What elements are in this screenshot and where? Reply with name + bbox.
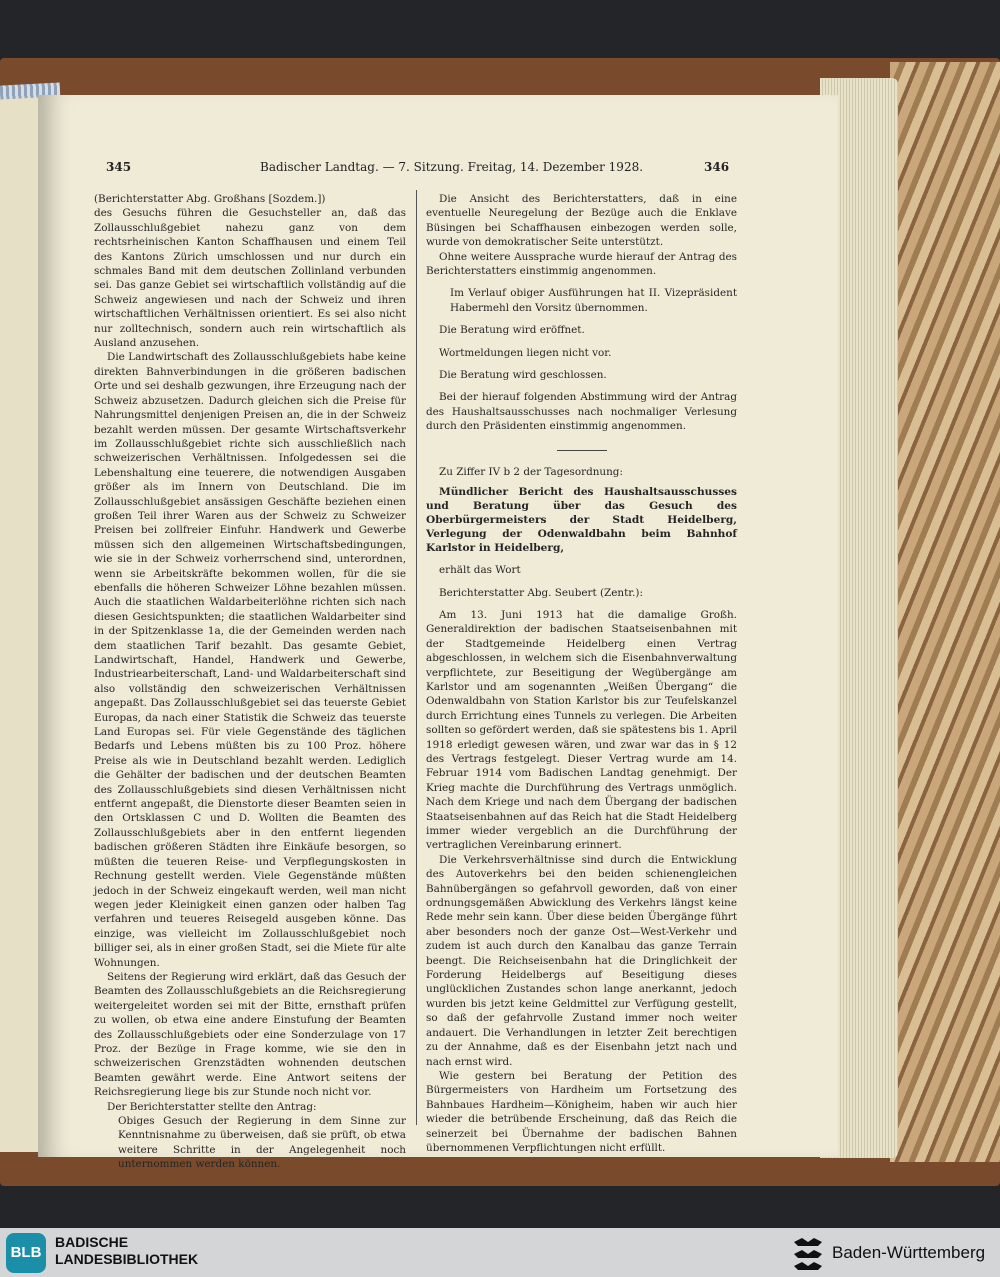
paragraph: des Gesuchs führen die Gesuchsteller an, daß das Zollausschlußgebiet nahezu ganz von dem rechtsrheinischen Kanton Schaffhausen und einem Teil des Kantons Zürich umschlossen und nur durch ein schmales Band mit dem deutschen Zollinland verbunden sei. Das ganze Gebiet sei wirtschaftlich vollständig auf die Schweiz angewiesen und nach der Schweiz und ihren wirtschaftlichen Verhältnissen orientiert. Es sei also nicht nur zolltechnisch, sondern auch rein wirtschaftlich als Ausland anzusehen. xyxy=(94,207,406,350)
paragraph: Seitens der Regierung wird erklärt, daß das Gesuch der Beamten des Zollausschlußgebiets an die Reichsregierung weitergeleitet worden sei mit der Bitte, ernsthaft prüfen zu wollen, ob etwa eine andere Einstufung der Beamten des Zollausschlußgebiets oder eine Sonderzulage von 17 Proz. der Bezüge in Frage komme, wie sie den in schweizerischen Grenzstädten wohnenden deutschen Beamten gewährt werde. Eine Antwort seitens der Reichsregierung liege bis zur Stunde noch nicht vor. xyxy=(94,970,406,1099)
procedure-line: Die Beratung wird eröffnet. xyxy=(439,324,585,337)
blb-logo[interactable]: BLB xyxy=(6,1233,46,1273)
paragraph: Wie gestern bei Beratung der Petition des Bürgermeisters von Hardheim um Fortsetzung des Bahnbaues Hardheim—Königheim, haben wir auch hier wieder die betrübende Erscheinung, daß das Reich die seinerzeit bei Übernahme der badischen Bahnen übernommenen Verpflichtungen nicht erfüllt. xyxy=(426,1069,737,1154)
page-number-left: 345 xyxy=(106,160,132,174)
paragraph: Die Ansicht des Berichterstatters, daß in eine eventuelle Neuregelung der Bezüge auch die Enklave Büsingen bei Schaffhausen einbezogen werden solle, wurde von demokratischer Seite unterstützt. xyxy=(426,193,737,249)
running-header xyxy=(0,160,1000,180)
paragraph: Der Berichterstatter stellte den Antrag: xyxy=(107,1100,317,1113)
left-column xyxy=(94,192,406,1172)
speaker-note: (Berichterstatter Abg. Großhans [Sozdem.]) xyxy=(94,193,326,205)
header-title: Badischer Landtag. — 7. Sitzung. Freitag, 14. Dezember 1928. xyxy=(260,160,644,174)
page-number-right: 346 xyxy=(704,160,730,174)
agenda-item: Zu Ziffer IV b 2 der Tagesordnung: xyxy=(439,465,623,478)
paragraph: Die Verkehrsverhältnisse sind durch die Entwicklung des Autoverkehrs bei den beiden schienengleichen Bahnübergängen so gefahrvoll geworden, daß von einer ordnungsgemäßen Abwicklung des Verkehrs längst keine Rede mehr sein kann. Über diese beiden Übergänge führt aber besonders noch der ganze Ost—West-Verkehr und zudem ist auch durch den Kanalbau das ganze Terrain beengt. Die Reichseisenbahn hat die Dringlichkeit der Forderung Heidelbergs auf Beseitigung dieses unglücklichen Zustandes schon lange anerkannt, jedoch wurden bis jetzt keine Geldmittel zur Verfügung gestellt, so daß der gefahrvolle Zustand immer noch weiter andauert. Die Verhandlungen in letzter Zeit berechtigen zu der Annahme, daß es der Eisenbahn jetzt nach und nach ernst wird. xyxy=(426,853,737,1068)
state-name[interactable]: Baden-Württemberg xyxy=(832,1243,986,1262)
paragraph: Die Landwirtschaft des Zollausschlußgebiets habe keine direkten Bahnverbindungen in die größeren badischen Orte und sei deshalb gezwungen, ihre Erzeugung nach der Schweiz abzusetzen. Dadurch gleichen sich die Preise für Nahrungsmittel denjenigen Preisen an, die in der Schweiz bezahlt werden müssen. Der gesamte Wirtschaftsverkehr im Zollausschlußgebiet richte sich ausschließlich nach schweizerischen Verhältnissen. Infolgedessen sei die Lebenshaltung eine teuerere, die notwendigen Ausgaben größer als im Innern von Deutschland. Die im Zollausschlußgebiet ansässigen Geschäfte beziehen einen großen Teil ihrer Waren aus der Schweiz zu Schweizer Preisen bei zollfreier Einfuhr. Handwerk und Gewerbe müssen sich den allgemeinen Wirtschaftsbedingungen, wie sie in der Schweiz vorherrschend sind, unterordnen, wenn sie Arbeitskräfte bekommen wollen, für die sie ebenfalls die höheren Schweizer Löhne bezahlen müssen. Auch die staatlichen Waldarbeiterlöhne richten sich nach diesen Gesichtspunkten; die staatlichen Waldarbeiter sind in der Spitzenklasse 1a, die der Gemeinden werden nach dem staatlichen Tarif bezahlt. Das gesamte Gebiet, Landwirtschaft, Handel, Handwerk und Gewerbe, Industriearbeiterschaft, Land- und Waldarbeiterschaft sind also vollständig den schweizerischen Verhältnissen angepaßt. Das Zollausschlußgebiet sei das teuerste Gebiet Europas, da nach einer Statistik die Schweiz das teuerste Land Europas sei. Für viele Gegenstände des täglichen Bedarfs und Lebens müßten bis zu 100 Proz. höhere Preise als wie in Deutschland bezahlt werden. Lediglich die Gehälter der badischen und der deutschen Beamten des Zollausschlußgebiets sind diesen Verhältnissen nicht entfernt angepaßt, die Dienstorte dieser Beamten seien in den Ortsklassen C und D. Wollten die Beamten des Zollausschlußgebiets aber in den entfernt liegenden badischen größeren Städten ihre Einkäufe besorgen, so müßten die teueren Reise- und Verpflegungskosten in Rechnung gestellt werden. Viele Gegenstände müßten jedoch in der Schweiz eingekauft werden, weil man nicht wegen jeder Kleinigkeit einen ganzen oder halben Tag verfahren und teueres Reisegeld ausgeben könne. Das einzige, was vielleicht im Zollausschlußgebiet noch billiger sei, als in einer großen Stadt, sei die Miete für alte Wohnungen. xyxy=(94,351,406,969)
procedure-line: Wortmeldungen liegen nicht vor. xyxy=(439,346,612,359)
paragraph: erhält das Wort xyxy=(439,564,521,577)
speaker-line: Berichterstatter Abg. Seubert (Zentr.): xyxy=(439,586,643,599)
column-divider xyxy=(416,190,417,1125)
paragraph: Ohne weitere Aussprache wurde hierauf der Antrag des Berichterstatters einstimmig angenommen. xyxy=(426,250,737,278)
section-divider xyxy=(557,450,607,451)
right-column xyxy=(426,192,737,1155)
library-line-1: BADISCHE xyxy=(55,1234,129,1250)
procedure-line: Die Beratung wird geschlossen. xyxy=(439,369,607,382)
marbled-edge xyxy=(890,62,1000,1162)
motion-text: Obiges Gesuch der Regierung in dem Sinne zur Kenntnisnahme zu überweisen, daß sie prüft, ob etwa weitere Schritte in der Angelegenheit noch unternommen werden können. xyxy=(118,1115,406,1171)
section-heading: Mündlicher Bericht des Haushaltsausschusses und Beratung über das Gesuch des Oberbürgermeisters der Stadt Heidelberg, Verlegung der Odenwaldbahn beim Bahnhof Karlstor in Heidelberg, xyxy=(426,486,737,555)
chair-note: Im Verlauf obiger Ausführungen hat II. Vizepräsident Habermehl den Vorsitz übernommen. xyxy=(450,287,737,314)
vote-result: Bei der hierauf folgenden Abstimmung wird der Antrag des Haushaltsausschusses nach nochmaliger Verlesung durch den Präsidenten einstimmig angenommen. xyxy=(426,391,737,433)
paragraph: Am 13. Juni 1913 hat die damalige Großh. Generaldirektion der badischen Staatseisenbahnen mit der Stadtgemeinde Heidelberg einen Vertrag abgeschlossen, in welchem sich die Eisenbahnverwaltung verpflichtete, zur Beseitigung der Wegübergänge am Karlstor und am sogenannten „Weißen Übergang“ die Odenwaldbahn von Station Karlstor bis zur Teufelskanzel durch Errichtung eines Tunnels zu verlegen. Die Arbeiten sollten so gefördert werden, daß sie spätestens bis 1. April 1918 erledigt gewesen wären, und zwar war das in § 12 des Vertrags festgelegt. Dieser Vertrag wurde am 14. Februar 1914 vom Badischen Landtag genehmigt. Der Krieg machte die Durchführung des Vertrags unmöglich. Nach dem Kriege und nach dem Übergang der badischen Staatseisenbahnen auf das Reich hat die Stadt Heidelberg immer wieder vergeblich an die Durchführung der vertraglichen Vereinbarung erinnert. xyxy=(426,608,737,852)
baden-wuerttemberg-lions-icon xyxy=(792,1234,824,1272)
left-page-edge xyxy=(0,92,38,1152)
library-name xyxy=(55,1234,198,1268)
library-line-2: LANDESBIBLIOTHEK xyxy=(55,1251,199,1267)
